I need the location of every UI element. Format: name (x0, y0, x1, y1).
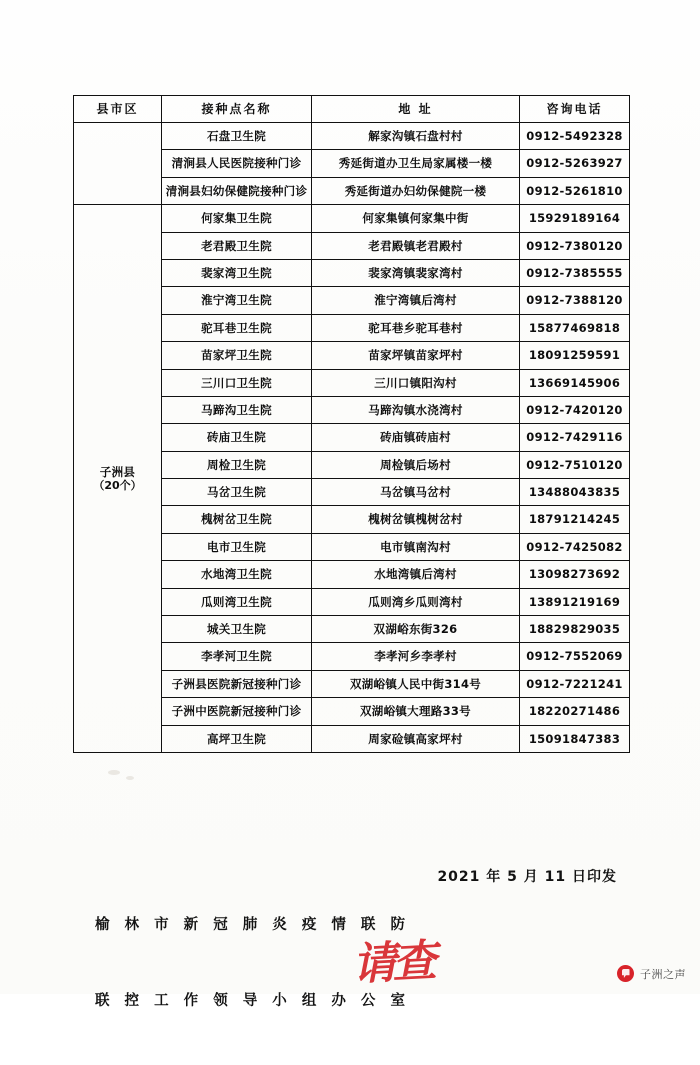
red-signature: 请查 (351, 935, 434, 991)
cell-phone: 15091847383 (520, 725, 630, 752)
cell-site-name: 淮宁湾卫生院 (162, 287, 312, 314)
vaccination-sites-table (73, 95, 630, 753)
cell-address: 秀延街道办卫生局家属楼一楼 (312, 150, 520, 177)
cell-region (74, 205, 162, 753)
cell-site-name: 城关卫生院 (162, 616, 312, 643)
cell-phone: 0912-7420120 (520, 396, 630, 423)
cell-site-name: 电市卫生院 (162, 533, 312, 560)
region-name: 子洲县 (99, 464, 136, 479)
cell-phone: 0912-5263927 (520, 150, 630, 177)
issuing-organization-line2: 联 控 工 作 领 导 小 组 办 公 室 (95, 992, 410, 1009)
cell-phone: 13891219169 (520, 588, 630, 615)
cell-address: 马蹄沟镇水浇湾村 (312, 396, 520, 423)
avatar-icon (617, 965, 634, 982)
cell-site-name: 马岔卫生院 (162, 479, 312, 506)
cell-site-name: 何家集卫生院 (162, 205, 312, 232)
cell-phone: 18829829035 (520, 616, 630, 643)
cell-phone: 0912-7380120 (520, 232, 630, 259)
cell-phone: 0912-7425082 (520, 533, 630, 560)
cell-phone: 0912-7221241 (520, 670, 630, 697)
cell-site-name: 马蹄沟卫生院 (162, 396, 312, 423)
cell-site-name: 高坪卫生院 (162, 725, 312, 752)
column-header-region: 县市区 (74, 96, 162, 123)
account-handle: 子洲之声 (640, 967, 686, 981)
issuing-organization-line1: 榆 林 市 新 冠 肺 炎 疫 情 联 防 (95, 916, 410, 933)
cell-phone: 15877469818 (520, 314, 630, 341)
cell-address: 砖庙镇砖庙村 (312, 424, 520, 451)
cell-address: 何家集镇何家集中街 (312, 205, 520, 232)
cell-address: 电市镇南沟村 (312, 533, 520, 560)
cell-site-name: 水地湾卫生院 (162, 561, 312, 588)
scan-smudge (126, 776, 134, 780)
table-body (74, 123, 630, 753)
cell-phone: 18220271486 (520, 698, 630, 725)
scan-smudge (108, 770, 120, 775)
cell-site-name: 清涧县人民医院接种门诊 (162, 150, 312, 177)
cell-site-name: 周检卫生院 (162, 451, 312, 478)
cell-site-name: 子洲县医院新冠接种门诊 (162, 670, 312, 697)
cell-address: 苗家坪镇苗家坪村 (312, 342, 520, 369)
cell-address: 双湖峪东街326 (312, 616, 520, 643)
issue-date: 2021 年 5 月 11 日印发 (437, 869, 617, 885)
table-row (74, 205, 630, 232)
cell-address: 双湖峪镇人民中街314号 (312, 670, 520, 697)
cell-phone: 0912-5261810 (520, 177, 630, 204)
cell-site-name: 清涧县妇幼保健院接种门诊 (162, 177, 312, 204)
cell-phone: 0912-7552069 (520, 643, 630, 670)
cell-site-name: 砖庙卫生院 (162, 424, 312, 451)
cell-address: 槐树岔镇槐树岔村 (312, 506, 520, 533)
cell-site-name: 老君殿卫生院 (162, 232, 312, 259)
cell-site-name: 李孝河卫生院 (162, 643, 312, 670)
cell-phone: 0912-7388120 (520, 287, 630, 314)
cell-address: 周检镇后场村 (312, 451, 520, 478)
cell-phone: 13669145906 (520, 369, 630, 396)
cell-address: 马岔镇马岔村 (312, 479, 520, 506)
cell-site-name: 石盘卫生院 (162, 123, 312, 150)
account-watermark (617, 965, 686, 982)
cell-phone: 0912-7429116 (520, 424, 630, 451)
cell-address: 淮宁湾镇后湾村 (312, 287, 520, 314)
cell-address: 瓜则湾乡瓜则湾村 (312, 588, 520, 615)
cell-site-name: 裴家湾卫生院 (162, 259, 312, 286)
table-row (74, 123, 630, 150)
cell-site-name: 瓜则湾卫生院 (162, 588, 312, 615)
column-header-site: 接种点名称 (162, 96, 312, 123)
table-header (74, 96, 630, 123)
cell-phone: 13098273692 (520, 561, 630, 588)
cell-phone: 0912-7510120 (520, 451, 630, 478)
cell-region (74, 123, 162, 205)
cell-phone: 18791214245 (520, 506, 630, 533)
cell-phone: 18091259591 (520, 342, 630, 369)
cell-site-name: 驼耳巷卫生院 (162, 314, 312, 341)
cell-site-name: 苗家坪卫生院 (162, 342, 312, 369)
cell-address: 老君殿镇老君殿村 (312, 232, 520, 259)
cell-address: 三川口镇阳沟村 (312, 369, 520, 396)
cell-address: 驼耳巷乡驼耳巷村 (312, 314, 520, 341)
cell-phone: 13488043835 (520, 479, 630, 506)
cell-site-name: 三川口卫生院 (162, 369, 312, 396)
cell-address: 裴家湾镇裴家湾村 (312, 259, 520, 286)
cell-phone: 0912-7385555 (520, 259, 630, 286)
cell-address: 李孝河乡李孝村 (312, 643, 520, 670)
cell-address: 秀延街道办妇幼保健院一楼 (312, 177, 520, 204)
cell-address: 双湖峪镇大理路33号 (312, 698, 520, 725)
cell-site-name: 子洲中医院新冠接种门诊 (162, 698, 312, 725)
cell-address: 解家沟镇石盘村村 (312, 123, 520, 150)
table-header-row (74, 96, 630, 123)
cell-address: 周家硷镇高家坪村 (312, 725, 520, 752)
cell-phone: 15929189164 (520, 205, 630, 232)
cell-phone: 0912-5492328 (520, 123, 630, 150)
cell-address: 水地湾镇后湾村 (312, 561, 520, 588)
region-count: （20个） (93, 478, 142, 492)
column-header-address: 地 址 (312, 96, 520, 123)
column-header-phone: 咨询电话 (520, 96, 630, 123)
cell-site-name: 槐树岔卫生院 (162, 506, 312, 533)
